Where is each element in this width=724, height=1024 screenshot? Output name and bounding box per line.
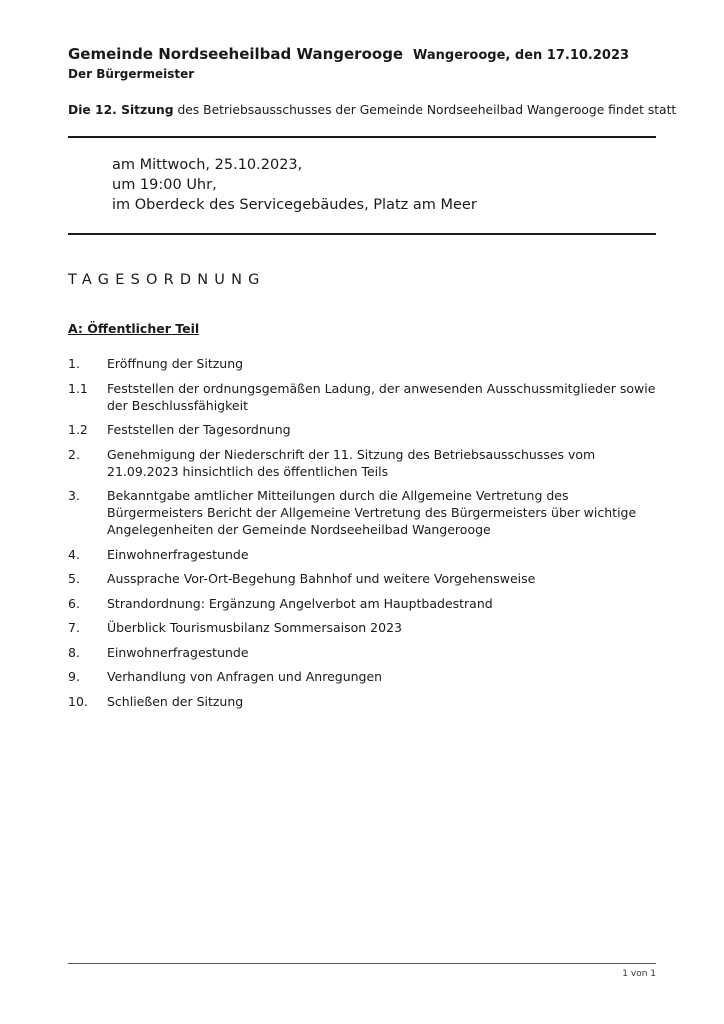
agenda-item-text: Strandordnung: Ergänzung Angelverbot am Hauptbadestrand (107, 595, 493, 611)
section-heading: A: Öffentlicher Teil (68, 321, 200, 336)
agenda-item-number: 7. (68, 620, 80, 635)
municipality-name: Gemeinde Nordseeheilbad Wangerooge (68, 45, 404, 63)
page-number: 1 von 1 (622, 969, 656, 979)
agenda-item (68, 570, 656, 587)
place-date: Wangerooge, den 17.10.2023 (413, 48, 630, 63)
meeting-time: um 19:00 Uhr, (112, 177, 217, 193)
agenda-item (68, 446, 656, 480)
intro-line (68, 103, 676, 117)
agenda-item-text: Aussprache Vor-Ort-Begehung Bahnhof und weitere Vorgehensweise (107, 571, 536, 586)
agenda-item (68, 380, 656, 414)
agenda-item-number: 4. (68, 546, 80, 562)
agenda-item-text: Eröffnung der Sitzung (107, 356, 244, 371)
agenda-item (68, 668, 656, 685)
agenda-item-number: 5. (68, 571, 80, 586)
agenda-list (68, 355, 656, 717)
agenda-item-text: Feststellen der Tagesordnung (107, 422, 291, 437)
agenda-item-text: Einwohnerfragestunde (107, 644, 249, 660)
agenda-item-number: 1.2 (68, 422, 88, 437)
intro-bold: Die 12. Sitzung (68, 103, 174, 117)
agenda-title: TAGESORDNUNG (68, 272, 266, 288)
divider-bottom (68, 233, 656, 235)
agenda-item-text: Schließen der Sitzung (107, 693, 244, 709)
agenda-item (68, 619, 656, 636)
agenda-item (68, 487, 656, 538)
intro-rest: des Betriebsausschusses der Gemeinde Nordseeheilbad Wangerooge findet statt (173, 103, 677, 117)
divider-top (68, 136, 656, 138)
agenda-item-text: Genehmigung der Niederschrift der 11. Sitzung des Betriebsausschusses vom 21.09.2023 hinsichtlich des öffentlichen Teils (107, 446, 596, 479)
office-title: Der Bürgermeister (68, 67, 195, 81)
agenda-item-number: 9. (68, 669, 80, 684)
footer-divider (68, 963, 656, 964)
agenda-item-text: Bekanntgabe amtlicher Mitteilungen durch die Allgemeine Vertretung des Bürgermeisters Bericht der Allgemeine Vertretung des Bürgermeisters über wichtige Angelegenheiten der Gemeinde Nordseeheilbad Wangerooge (107, 488, 637, 537)
agenda-item (68, 546, 656, 563)
agenda-item-text: Feststellen der ordnungsgemäßen Ladung, der anwesenden Ausschussmitglieder sowie der Beschlussfähigkeit (107, 380, 656, 413)
agenda-item (68, 693, 656, 710)
meeting-place: im Oberdeck des Servicegebäudes, Platz am Meer (112, 197, 477, 213)
agenda-item (68, 355, 656, 372)
agenda-item-number: 3. (68, 488, 80, 503)
agenda-item-number: 1.1 (68, 380, 88, 396)
agenda-item-number: 2. (68, 446, 80, 462)
agenda-item (68, 595, 656, 612)
agenda-item-text: Verhandlung von Anfragen und Anregungen (107, 669, 383, 684)
agenda-item-number: 6. (68, 595, 80, 611)
agenda-item (68, 421, 656, 438)
agenda-item-number: 10. (68, 693, 88, 709)
meeting-date: am Mittwoch, 25.10.2023, (112, 157, 303, 173)
agenda-item-text: Einwohnerfragestunde (107, 546, 249, 562)
agenda-item (68, 644, 656, 661)
agenda-item-number: 8. (68, 644, 80, 660)
agenda-item-number: 1. (68, 356, 80, 371)
agenda-item-text: Überblick Tourismusbilanz Sommersaison 2023 (107, 620, 402, 635)
